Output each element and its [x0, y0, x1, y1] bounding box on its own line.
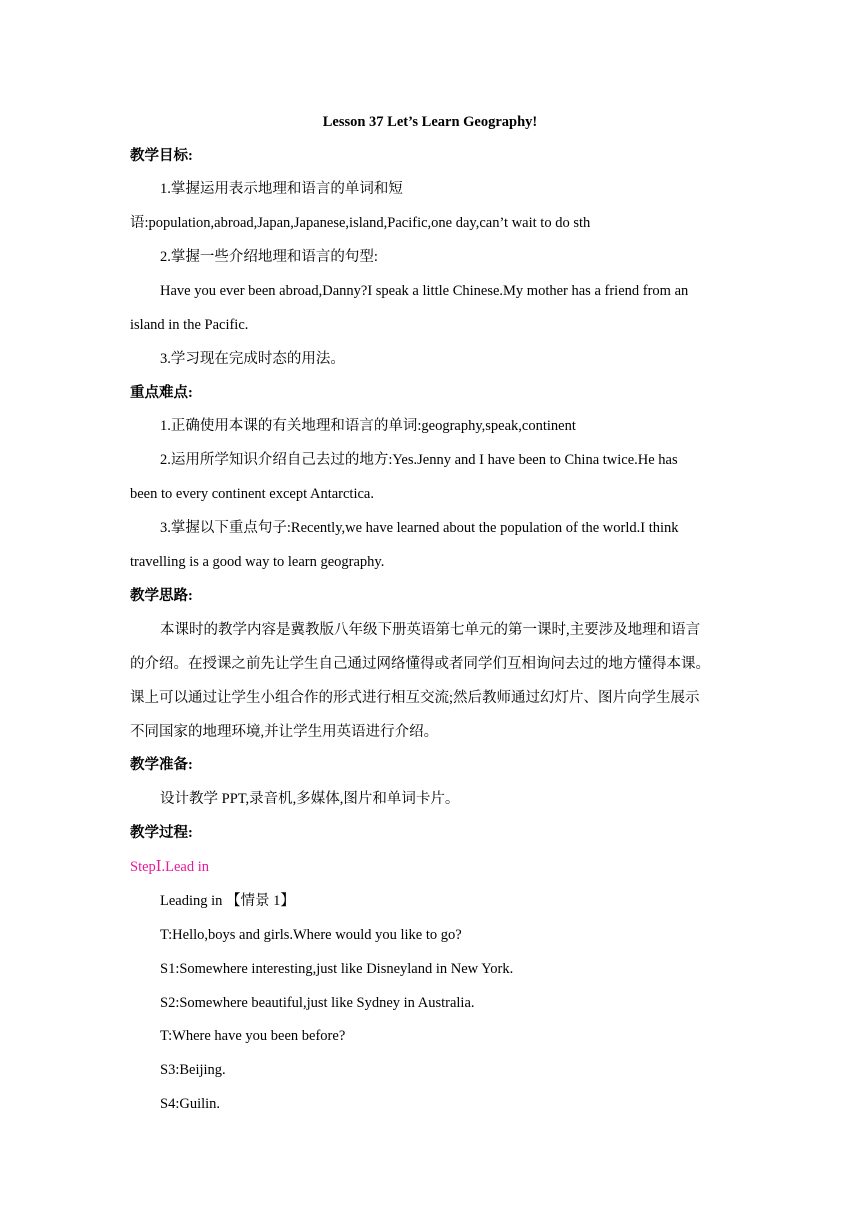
dialogue-line: S3:Beijing. [160, 1062, 226, 1078]
objective-2-example-line-2: island in the Pacific. [130, 317, 249, 333]
lesson-title: Lesson 37 Let’s Learn Geography! [322, 114, 538, 130]
approach-line-4: 不同国家的地理环境,并让学生用英语进行介绍。 [130, 724, 439, 740]
preparation-text: 设计教学 PPT,录音机,多媒体,图片和单词卡片。 [160, 791, 460, 807]
step-1-heading: StepⅠ.Lead in [130, 859, 210, 875]
objective-1-line-2: 语:population,abroad,Japan,Japanese,island,Pacific,one day,can’t wait to do sth [130, 215, 591, 231]
key-points-heading: 重点难点: [130, 385, 193, 401]
key-point-2-line-1: 2.运用所学知识介绍自己去过的地方:Yes.Jenny and I have been to China twice.He has [160, 452, 678, 468]
dialogue-line: T:Hello,boys and girls.Where would you like to go? [160, 927, 462, 943]
preparation-heading: 教学准备: [130, 757, 193, 773]
objective-3: 3.学习现在完成时态的用法。 [160, 351, 345, 367]
objective-2: 2.掌握一些介绍地理和语言的句型: [160, 249, 378, 265]
dialogue-line: S1:Somewhere interesting,just like Disneyland in New York. [160, 961, 514, 977]
dialogue-line: T:Where have you been before? [160, 1028, 346, 1044]
approach-line-3: 课上可以通过让学生小组合作的形式进行相互交流;然后教师通过幻灯片、图片向学生展示 [130, 690, 700, 706]
objective-2-example-line-1: Have you ever been abroad,Danny?I speak a little Chinese.My mother has a friend from an [160, 283, 689, 299]
key-point-1: 1.正确使用本课的有关地理和语言的单词:geography,speak,continent [160, 418, 576, 434]
approach-line-2: 的介绍。在授课之前先让学生自己通过网络懂得或者同学们互相询问去过的地方懂得本课。 [130, 656, 710, 672]
process-heading: 教学过程: [130, 825, 193, 841]
key-point-3-line-1: 3.掌握以下重点句子:Recently,we have learned about the population of the world.I think [160, 520, 679, 536]
objective-1-line-1: 1.掌握运用表示地理和语言的单词和短 [160, 181, 403, 197]
dialogue-line: S2:Somewhere beautiful,just like Sydney in Australia. [160, 995, 475, 1011]
approach-heading: 教学思路: [130, 588, 193, 604]
leading-in-label: Leading in 【情景 1】 [160, 893, 295, 909]
approach-line-1: 本课时的教学内容是冀教版八年级下册英语第七单元的第一课时,主要涉及地理和语言 [160, 622, 701, 638]
objectives-heading: 教学目标: [130, 148, 193, 164]
key-point-2-line-2: been to every continent except Antarctica. [130, 486, 374, 502]
dialogue-line: S4:Guilin. [160, 1096, 221, 1112]
key-point-3-line-2: travelling is a good way to learn geography. [130, 554, 385, 570]
